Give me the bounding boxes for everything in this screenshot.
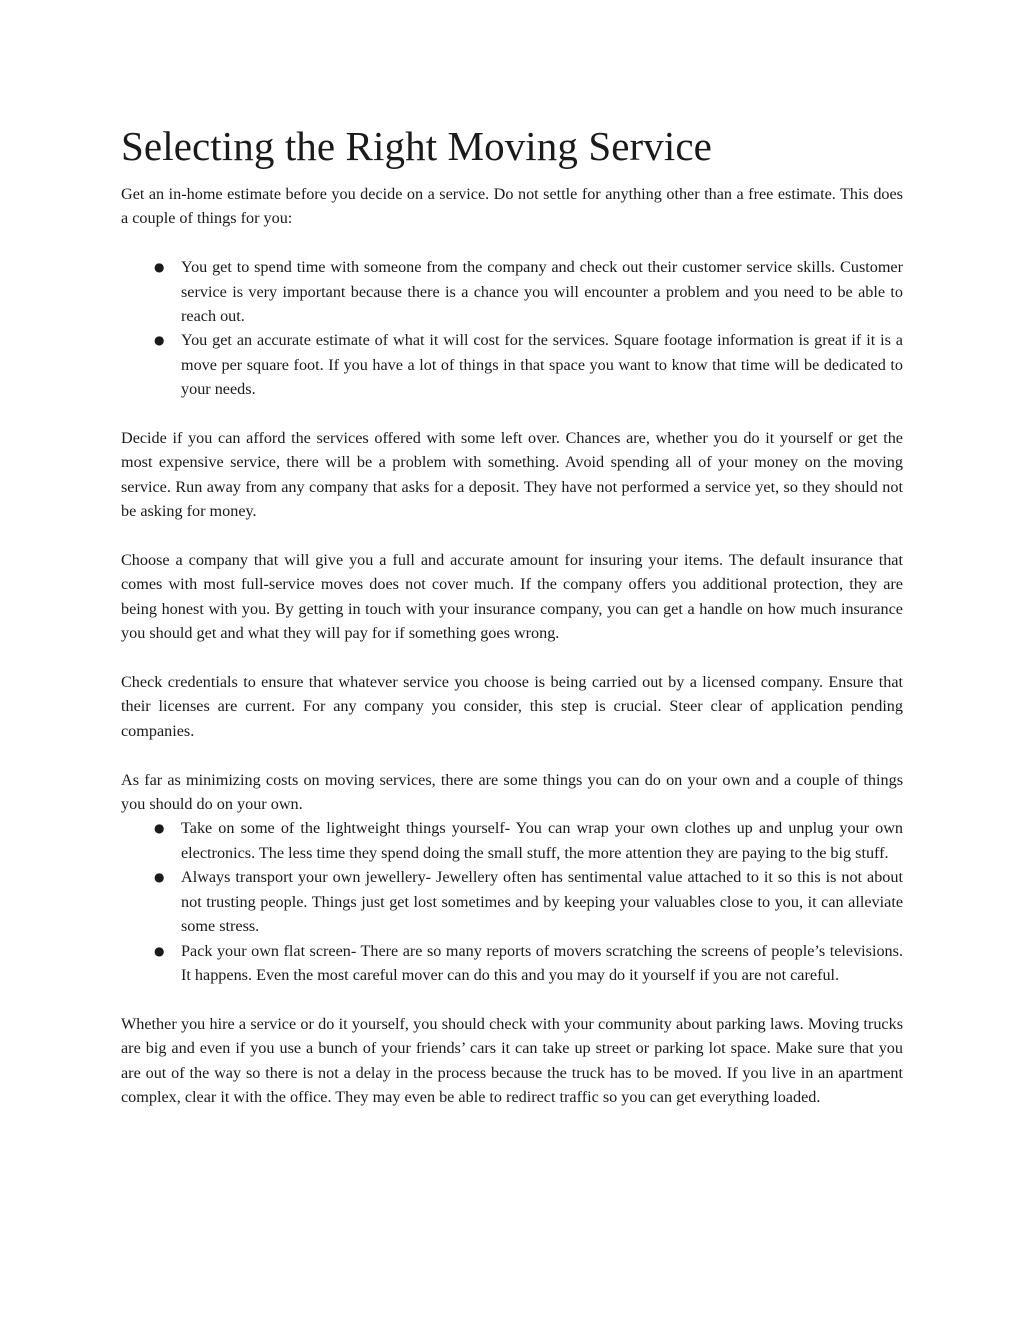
document-page: [121, 118, 903, 1109]
list-item-text: You get to spend time with someone from the company and check out their customer service skills. Customer service is very important because there is a chance you will encounter a problem and you need to be able to reach out.: [181, 258, 903, 326]
paragraph-spacer: [121, 524, 903, 548]
credentials-paragraph: Check credentials to ensure that whatever service you choose is being carried out by a licensed company. Ensure that their licenses are current. For any company you consider, this step is crucial. Steer clear of application pending companies.: [121, 673, 903, 740]
costs-intro-paragraph: As far as minimizing costs on moving services, there are some things you can do on your own and a couple of things you should do on your own.: [121, 770, 903, 814]
bullet-icon: ●: [154, 943, 165, 958]
parking-paragraph: Whether you hire a service or do it yourself, you should check with your community about parking laws. Moving trucks are big and even if you use a bunch of your friends’ cars it can take up street or parking lot space. Make sure that you are out of the way so there is not a delay in the process because the truck has to be moved. If you live in an apartment complex, clear it with the office. They may even be able to redirect traffic so you can get everything loaded.: [121, 1014, 903, 1106]
list-item-text: Pack your own flat screen- There are so many reports of movers scratching the screens of people’s televisions. It happens. Even the most careful mover can do this and you may do it yourself if you are not careful.: [181, 941, 903, 984]
estimate-bullet-list: [121, 255, 903, 401]
list-item-text: Take on some of the lightweight things yourself- You can wrap your own clothes up and unplug your own electronics. The less time they spend doing the small stuff, the more attention they are paying to the big stuff.: [181, 819, 903, 862]
list-item: [121, 865, 903, 938]
bullet-icon: ●: [154, 821, 165, 836]
list-item-text: You get an accurate estimate of what it will cost for the services. Square footage information is great if it is a move per square foot. If you have a lot of things in that space you want to know that time will be dedicated to your needs.: [181, 331, 903, 399]
cost-bullet-list: [121, 816, 903, 987]
page-title: Selecting the Right Moving Service: [121, 123, 712, 169]
afford-paragraph: Decide if you can afford the services offered with some left over. Chances are, whether you do it yourself or get the most expensive service, there will be a problem with something. Avoid spending all of your money on the moving service. Run away from any company that asks for a deposit. They have not performed a service yet, so they should not be asking for money.: [121, 429, 903, 521]
paragraph-spacer: [121, 743, 903, 767]
list-item: [121, 328, 903, 401]
bullet-icon: ●: [154, 870, 165, 885]
intro-paragraph: Get an in-home estimate before you decide on a service. Do not settle for anything other than a free estimate. This does a couple of things for you:: [121, 185, 903, 228]
list-item-text: Always transport your own jewellery- Jewellery often has sentimental value attached to it so this is not about not trusting people. Things just get lost sometimes and by keeping your valuables close to you, it can alleviate some stress.: [181, 868, 903, 936]
list-item: [121, 816, 903, 865]
list-item: [121, 939, 903, 988]
paragraph-spacer: [121, 646, 903, 670]
bullet-icon: ●: [154, 333, 165, 348]
paragraph-spacer: [121, 231, 903, 255]
bullet-icon: ●: [154, 260, 165, 275]
paragraph-spacer: [121, 402, 903, 426]
list-item: [121, 255, 903, 328]
insurance-paragraph: Choose a company that will give you a full and accurate amount for insuring your items. The default insurance that comes with most full-service moves does not cover much. If the company offers you additional protection, they are being honest with you. By getting in touch with your insurance company, you can get a handle on how much insurance you should get and what they will pay for if something goes wrong.: [121, 551, 903, 643]
paragraph-spacer: [121, 987, 903, 1011]
